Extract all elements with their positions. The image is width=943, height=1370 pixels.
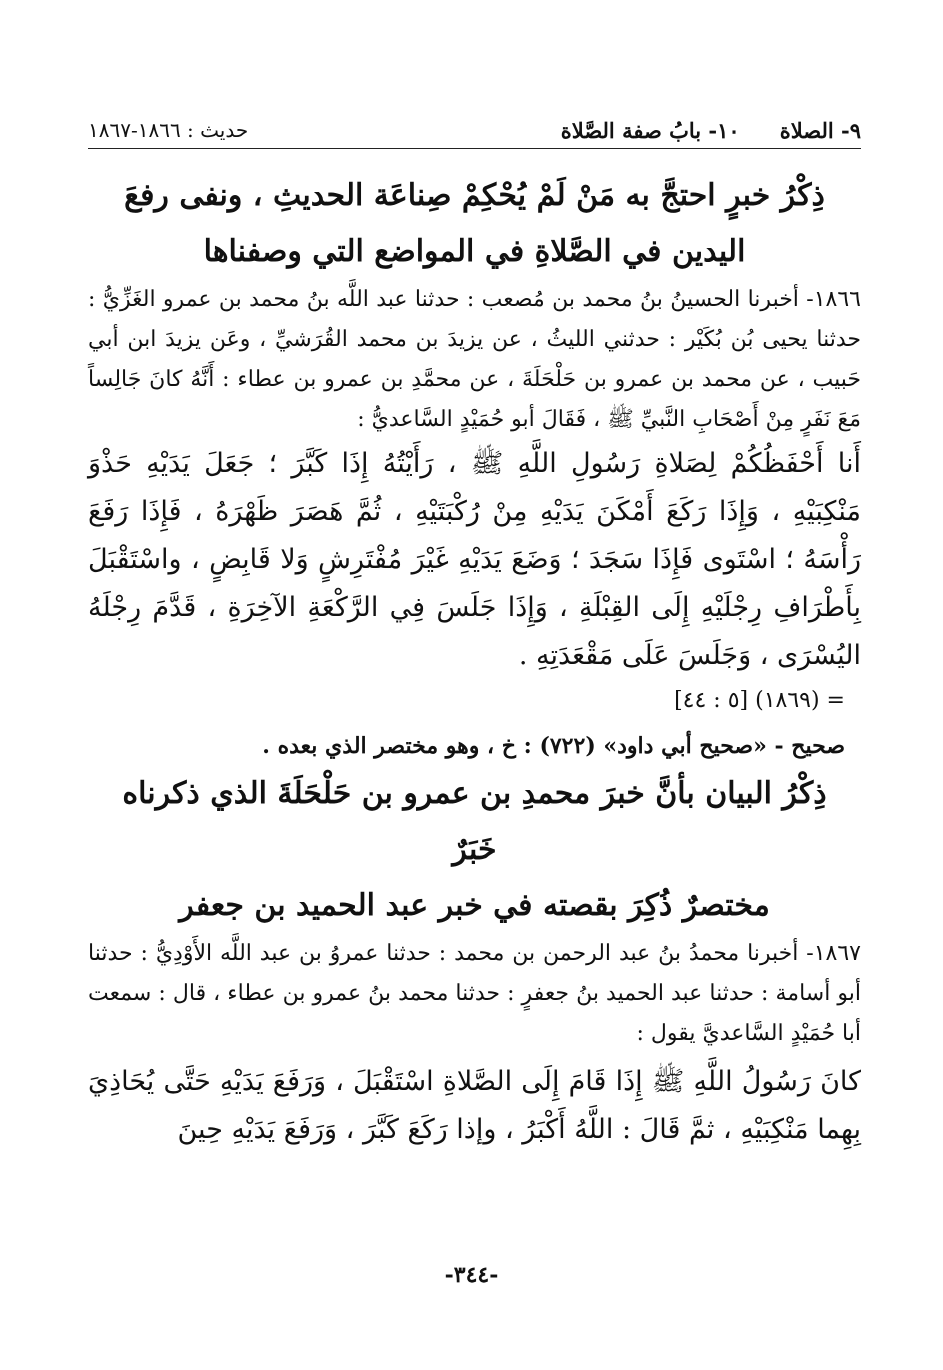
page-number: -٣٤٤-	[444, 1262, 499, 1288]
hadith-1867-isnad: ١٨٦٧- أخبرنا محمدُ بنُ عبد الرحمن بن محمد : حدثنا عمروُ بن عبد اللَّه الأَوْدِيُّ : حدثنا أبو أسامة : حدثنا عبد الحميد بنُ جعفرٍ : حدثنا محمد بنُ عمرو بن عطاء ، قال : سمعت أبا حُمَيْدٍ السَّاعديَّ يقول :	[88, 941, 861, 1046]
hadith-1866-citation: = (١٨٦٩) [٥ : ٤٤]	[674, 688, 845, 713]
hadith-1867-matn: كانَ رَسُولُ اللَّهِ ﷺ إِذَا قَامَ إِلَى الصَّلاةِ اسْتَقْبَلَ ، وَرَفَعَ يَدَيْهِ حَتَّى يُحَاذِيَ بِهِما مَنْكِبَيْهِ ، ثمَّ قَالَ : اللَّهُ أَكْبَرُ ، وإذا رَكَعَ كَبَّرَ ، وَرَفَعَ يَدَيْهِ حِينَ	[88, 1066, 861, 1145]
section1-heading-line1: ذِكْرُ خبرٍ احتجَّ به مَنْ لَمْ يُحْكِمْ صِناعَة الحديثِ ، ونفى رفعَ	[124, 178, 825, 213]
header-titles	[561, 118, 861, 143]
header-chapter: ٩- الصلاة	[779, 117, 861, 143]
page-body	[88, 168, 861, 1154]
section1-heading-line2: اليدين في الصَّلاةِ في المواضع التي وصفناها	[203, 234, 746, 269]
header-hadith-range: حديث : ١٨٦٦-١٨٦٧	[88, 118, 249, 142]
header-bab: ١٠- بابُ صفة الصَّلاة	[560, 117, 740, 143]
section2-heading	[118, 766, 831, 934]
hadith-1866-grade: صحيح - «صحيح أبي داود» (٧٢٢) : خ ، وهو مختصر الذي بعده .	[262, 733, 845, 759]
section1-heading	[118, 168, 831, 280]
hadith-1866-isnad: ١٨٦٦- أخبرنا الحسينُ بنُ محمد بن مُصعب : حدثنا عبد اللَّه بنُ محمد بن عمرو الغَزِّيُّ : حدثنا يحيى بُن بُكَيْر : حدثني الليثُ ، عن يزيدَ بن محمد القُرَشيِّ ، وعَن يزيدَ ابن أبي حَبيب ، عن محمد بن عمرو بن حَلْحَلَةَ ، عن محمَّدِ بن عمرو بن عطاء : أَنَّهُ كانَ جَالِساً مَعَ نَفَرٍ مِنْ أَصْحَابِ النَّبيِّ ﷺ ، فَقَالَ أبو حُمَيْدٍ السَّاعديُّ :	[88, 287, 861, 432]
hadith-1866-matn: أَنا أَحْفَظُكُمْ لِصَلاةِ رَسُولِ اللَّهِ ﷺ ، رَأَيْتُهُ إِذَا كَبَّرَ ؛ جَعَلَ يَدَيْهِ حَذْوَ مَنْكِبَيْهِ ، وَإِذَا رَكَعَ أَمْكَنَ يَدَيْهِ مِنْ رُكْبَتَيْهِ ، ثُمَّ هَصَرَ ظَهْرَهُ ، فَإِذَا رَفَعَ رَأْسَهُ ؛ اسْتَوى فَإِذَا سَجَدَ ؛ وَضَعَ يَدَيْهِ غَيْرَ مُفْتَرِشٍ وَلا قَابِضٍ ، واسْتَقْبَلَ بِأَطْرَافِ رِجْلَيْهِ إِلَى القِبْلَةِ ، وَإِذَا جَلَسَ فِي الرَّكْعَةِ الآخِرَةِ ، قَدَّمَ رِجْلَهُ اليُسْرَى ، وَجَلَسَ عَلَى مَقْعَدَتِهِ .	[88, 448, 861, 671]
section2-heading-line2: مختصرٌ ذُكِرَ بقصته في خبر عبد الحميد بن جعفر	[179, 888, 770, 923]
section2-heading-line1: ذِكْرُ البيان بأنَّ خبرَ محمدِ بن عمرو بن حَلْحَلَةَ الذي ذكرناه خَبَرٌ	[122, 776, 827, 867]
running-header	[88, 112, 861, 149]
